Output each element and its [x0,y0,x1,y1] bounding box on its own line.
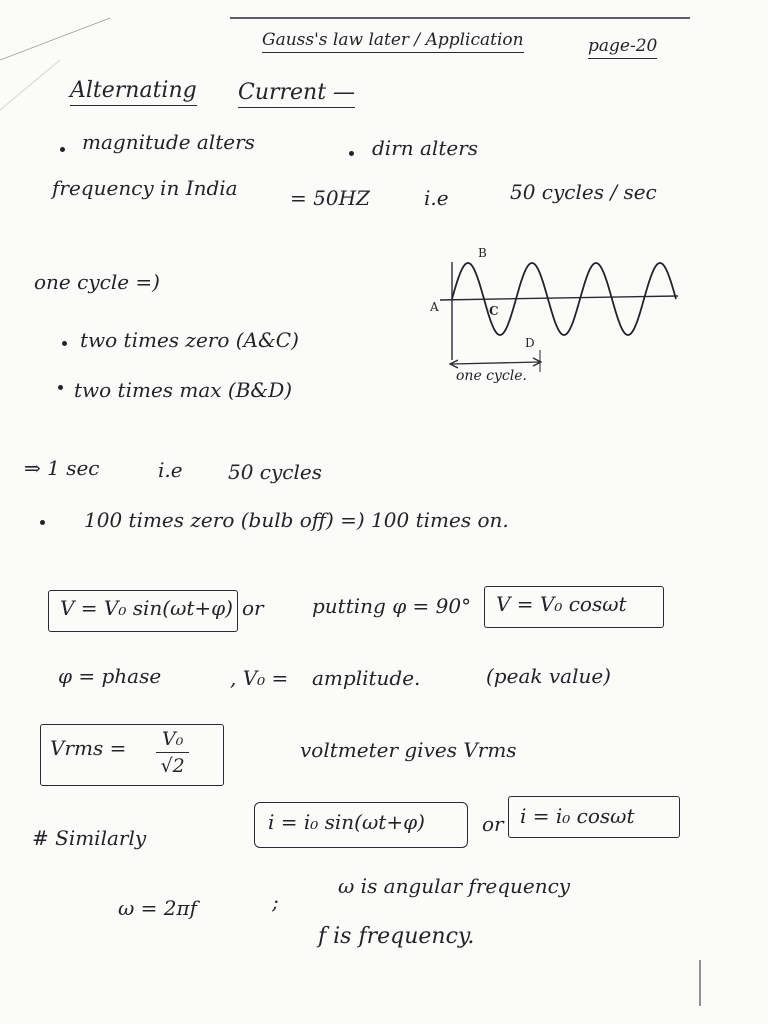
v0-label: , V₀ = [230,666,289,690]
putting-phi: putting φ = 90° [312,594,472,618]
point-a-label: A [430,300,439,314]
amplitude: amplitude. [312,666,421,690]
omega-definition: ω is angular frequency [338,874,571,898]
ie-text-2: i.e [158,458,183,482]
cycles-per-sec: 50 cycles / sec [510,180,657,204]
omega-equation: ω = 2πf [118,896,198,920]
peak-value: (peak value) [486,664,611,688]
vrms-lhs: Vrms = [50,736,127,760]
vrms-denominator: √2 [160,755,185,777]
one-sec-line: ⇒ 1 sec [24,456,100,480]
heading-alternating: Alternating [70,78,197,106]
similarly-label: # Similarly [32,826,147,850]
bulb-line: 100 times zero (bulb off) =) 100 times on. [84,508,509,532]
equation-i-sin: i = i₀ sin(ωt+φ) [268,810,425,834]
phi-phase: φ = phase [58,664,162,688]
heading-current: Current — [238,80,355,108]
f-definition: f is frequency. [318,924,475,949]
point-c-label: C [489,304,499,318]
or-text: or [242,596,264,620]
two-times-max: two times max (B&D) [74,378,293,402]
one-cycle-label: one cycle =) [34,270,160,294]
frequency-value: = 50HZ [290,186,370,210]
voltmeter-line: voltmeter gives Vrms [300,738,517,762]
vrms-numerator: V₀ [156,728,189,753]
point-b-label: B [478,246,487,260]
direction-line: dirn alters [372,136,479,160]
equation-v-sin: V = V₀ sin(ωt+φ) [60,596,233,620]
two-times-zero: two times zero (A&C) [80,328,299,352]
equation-v-cos: V = V₀ cosωt [496,592,627,616]
equation-i-cos: i = i₀ cosωt [520,804,635,828]
or-text-2: or [482,812,504,836]
fifty-cycles: 50 cycles [228,460,323,484]
semicolon: ; [272,890,279,914]
frequency-label: frequency in India [52,176,238,200]
magnitude-line: magnitude alters [82,130,255,154]
header-title: Gauss's law later / Application [262,30,524,53]
point-d-label: D [525,336,535,350]
one-cycle-caption: one cycle. [456,368,527,384]
page-number: page-20 [588,36,657,59]
ie-text: i.e [424,186,449,210]
